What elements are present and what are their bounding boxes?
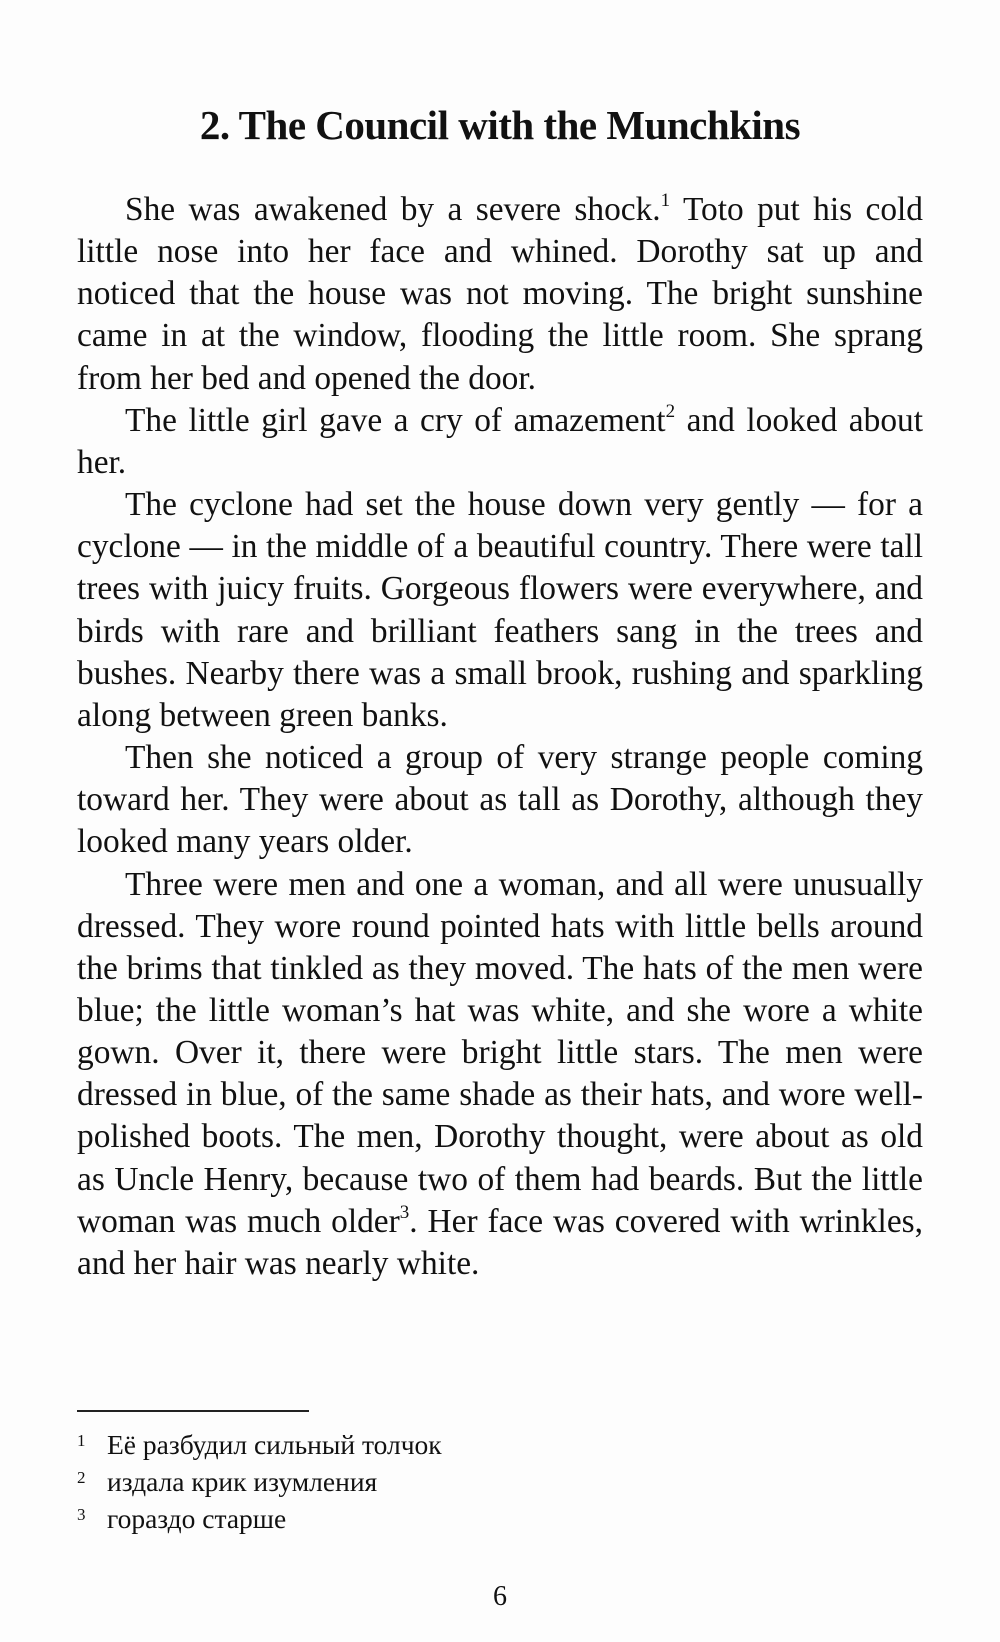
footnote (77, 1500, 923, 1537)
page-number: 6 (493, 1581, 507, 1612)
footnote-marker: 3 (399, 1201, 410, 1223)
chapter-body (77, 189, 923, 1285)
footnote-number: 1 (77, 1431, 86, 1450)
footnote-text: издала крик изумления (107, 1466, 378, 1497)
paragraph-text: The little girl gave a cry of amazement (125, 401, 666, 439)
paragraph-text: The cyclone had set the house down very gently — for a cyclone — in the middle of a beautiful country. There were tall trees with juicy fruits. Gorgeous flowers were everywhere, and birds with rare and brilliant feathers sang in the trees and bushes. Nearby there was a small brook, rushing and sparkling along between green banks. (77, 486, 923, 734)
paragraph-text: . Her face was covered with wrinkles, and her hair was nearly white. (77, 1202, 923, 1282)
paragraph-text: Three were men and one a woman, and all were unusually dressed. They wore round pointed hats with little bells around the brims that tinkled as they moved. The hats of the men were blue; the little woman’s hat was white, and she wore a white gown. Over it, there were bright little stars. The men were dressed in blue, of the same shade as their hats, and wore well-polished boots. The men, Dorothy thought, were about as old as Uncle Henry, because two of them had beards. But the little woman was much older (77, 865, 923, 1240)
paragraph (77, 737, 923, 863)
paragraph (77, 484, 923, 737)
paragraph-text: and looked about her. (77, 401, 923, 481)
footnote (77, 1463, 923, 1500)
footnote (77, 1426, 923, 1463)
paragraph-text: Then she noticed a group of very strange people coming toward her. They were about as tall as Dorothy, although they looked many years older. (77, 739, 923, 861)
footnote-number: 2 (77, 1468, 86, 1487)
footnotes (77, 1426, 923, 1537)
footnote-marker: 1 (660, 190, 671, 211)
footnote-marker: 2 (665, 400, 676, 422)
chapter-title: 2. The Council with the Munchkins (199, 102, 801, 148)
footnote-number: 3 (77, 1505, 86, 1524)
footnote-divider (77, 1410, 309, 1412)
paragraph (77, 864, 923, 1286)
footnote-text: гораздо старше (107, 1503, 287, 1534)
paragraph-text: She was awakened by a severe shock. (125, 191, 661, 228)
paragraph (77, 189, 923, 400)
paragraph (77, 400, 923, 484)
footnote-text: Её разбудил сильный толчок (107, 1429, 442, 1460)
paragraph-text: Toto put his cold little nose into her face and whined. Dorothy sat up and noticed that the house was not moving. The bright sunshine came in at the window, flooding the little room. She sprang from her bed and opened the door. (77, 191, 923, 397)
